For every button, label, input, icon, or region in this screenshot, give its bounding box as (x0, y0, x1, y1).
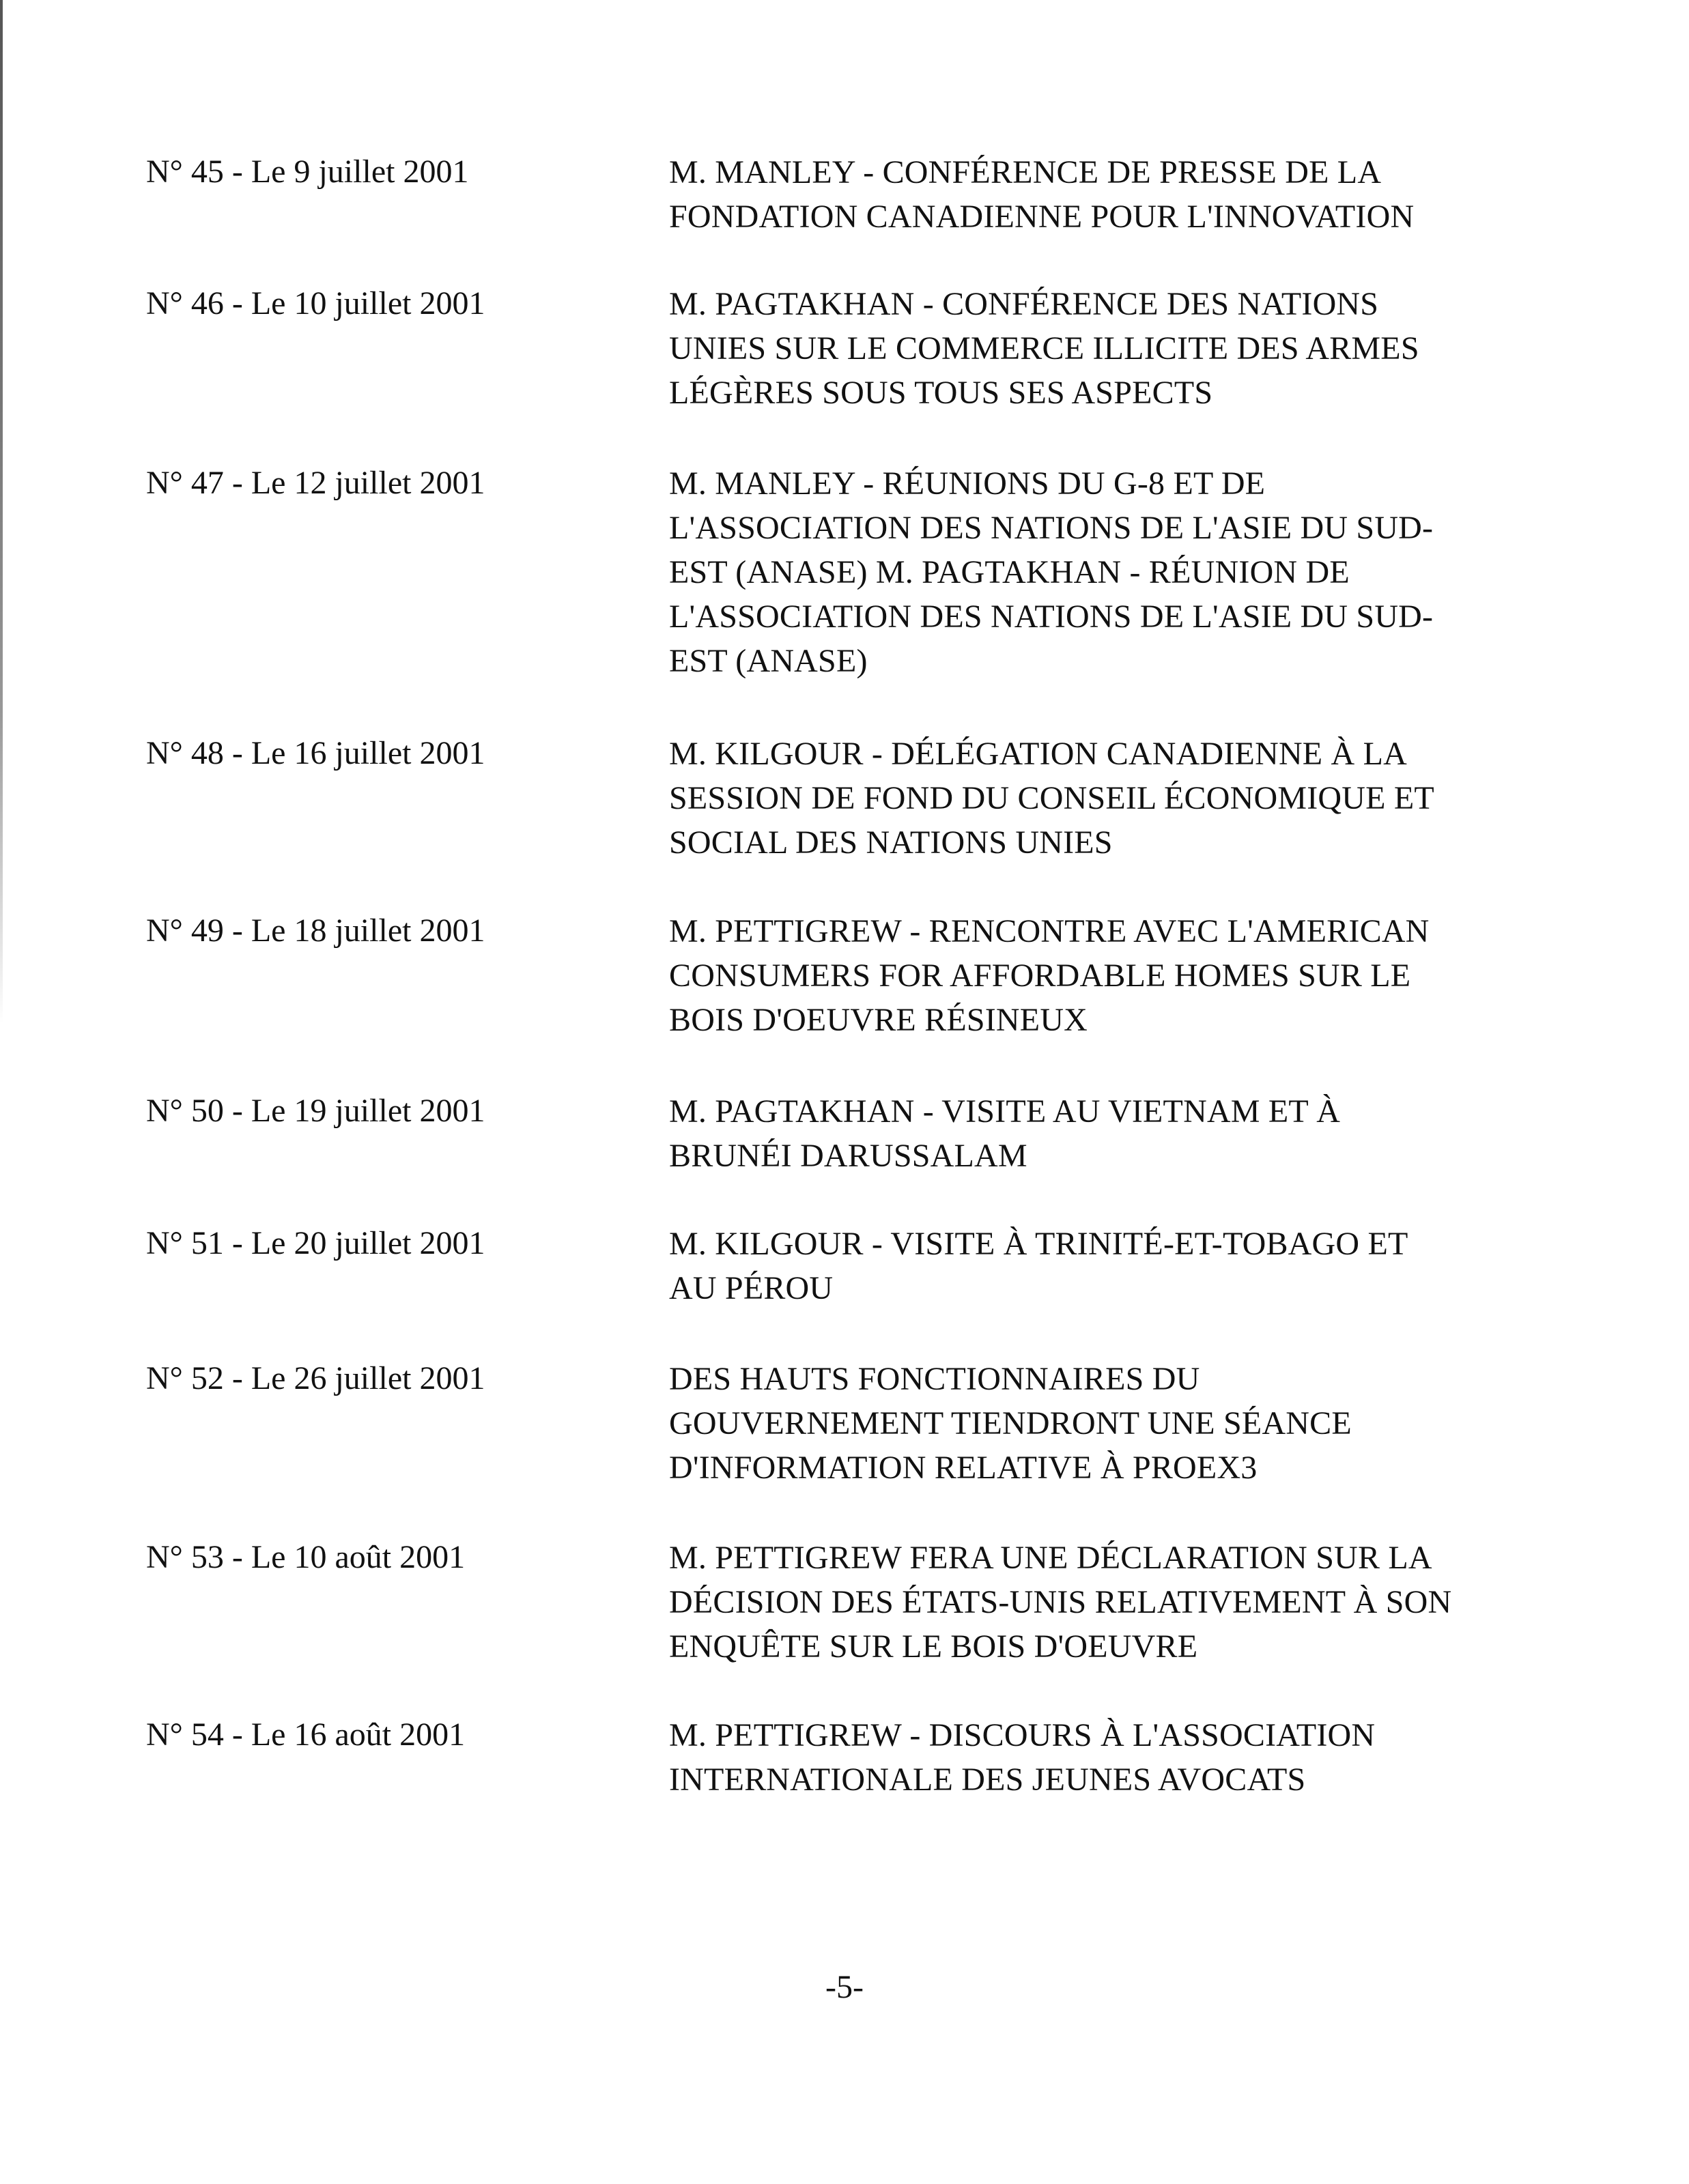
entry-date: N° 53 - Le 10 août 2001 (146, 1539, 466, 1575)
entry-date: N° 48 - Le 16 juillet 2001 (146, 735, 485, 771)
entry-title-line: DES HAUTS FONCTIONNAIRES DU (669, 1361, 1200, 1397)
entry-title-line: L'ASSOCIATION DES NATIONS DE L'ASIE DU SUD- (669, 599, 1434, 635)
entry-title-line: DÉCISION DES ÉTATS-UNIS RELATIVEMENT À SON (669, 1584, 1452, 1620)
entry-title-line: INTERNATIONALE DES JEUNES AVOCATS (669, 1762, 1306, 1798)
entry-title-line: LÉGÈRES SOUS TOUS SES ASPECTS (669, 375, 1213, 411)
entry-title-line: UNIES SUR LE COMMERCE ILLICITE DES ARMES (669, 330, 1419, 367)
entry-title-line: BOIS D'OEUVRE RÉSINEUX (669, 1002, 1088, 1038)
entry-title (669, 282, 1502, 415)
entry-date: N° 51 - Le 20 juillet 2001 (146, 1225, 485, 1261)
entry-date: N° 49 - Le 18 juillet 2001 (146, 913, 485, 949)
entry-title-line: M. PETTIGREW FERA UNE DÉCLARATION SUR LA (669, 1540, 1432, 1576)
entry-title-line: BRUNÉI DARUSSALAM (669, 1138, 1027, 1174)
entry-title-line: M. KILGOUR - VISITE À TRINITÉ-ET-TOBAGO ET (669, 1226, 1408, 1262)
entry-title-line: M. PAGTAKHAN - CONFÉRENCE DES NATIONS (669, 286, 1379, 322)
entry-title (669, 150, 1502, 239)
entry-title (669, 461, 1502, 683)
entry-title (669, 1357, 1502, 1490)
entry-title-line: GOUVERNEMENT TIENDRONT UNE SÉANCE (669, 1405, 1352, 1441)
entry-title-line: EST (ANASE) (669, 643, 868, 679)
entry-date: N° 50 - Le 19 juillet 2001 (146, 1093, 485, 1129)
entry-title-line: SOCIAL DES NATIONS UNIES (669, 824, 1113, 861)
page-number: -5- (825, 1969, 864, 2005)
entry-title (669, 1536, 1502, 1669)
entry-date: N° 52 - Le 26 juillet 2001 (146, 1360, 485, 1396)
scan-edge-shadow (0, 0, 3, 1024)
entry-title-line: M. KILGOUR - DÉLÉGATION CANADIENNE À LA (669, 736, 1407, 772)
entry-title-line: M. MANLEY - RÉUNIONS DU G-8 ET DE (669, 465, 1266, 502)
entry-title-line: ENQUÊTE SUR LE BOIS D'OEUVRE (669, 1628, 1198, 1665)
entry-title-line: M. MANLEY - CONFÉRENCE DE PRESSE DE LA (669, 154, 1382, 190)
entry-date: N° 47 - Le 12 juillet 2001 (146, 465, 485, 501)
entry-title-line: L'ASSOCIATION DES NATIONS DE L'ASIE DU SUD- (669, 510, 1434, 546)
entry-title-line: FONDATION CANADIENNE POUR L'INNOVATION (669, 199, 1415, 235)
entry-date: N° 54 - Le 16 août 2001 (146, 1716, 466, 1753)
entry-title-line: CONSUMERS FOR AFFORDABLE HOMES SUR LE (669, 958, 1411, 994)
entry-title (669, 1222, 1502, 1310)
entry-date: N° 45 - Le 9 juillet 2001 (146, 154, 469, 190)
entry-title (669, 1713, 1502, 1802)
entry-title-line: M. PETTIGREW - DISCOURS À L'ASSOCIATION (669, 1717, 1376, 1753)
entry-title-line: SESSION DE FOND DU CONSEIL ÉCONOMIQUE ET (669, 780, 1434, 816)
entry-title (669, 909, 1502, 1042)
entry-title-line: D'INFORMATION RELATIVE À PROEX3 (669, 1450, 1258, 1486)
entry-title-line: AU PÉROU (669, 1270, 834, 1306)
entry-title-line: EST (ANASE) M. PAGTAKHAN - RÉUNION DE (669, 554, 1350, 590)
entry-title-line: M. PETTIGREW - RENCONTRE AVEC L'AMERICAN (669, 913, 1430, 949)
entry-title (669, 732, 1502, 865)
entry-date: N° 46 - Le 10 juillet 2001 (146, 285, 485, 321)
entry-title-line: M. PAGTAKHAN - VISITE AU VIETNAM ET À (669, 1093, 1341, 1130)
entry-title (669, 1089, 1502, 1178)
